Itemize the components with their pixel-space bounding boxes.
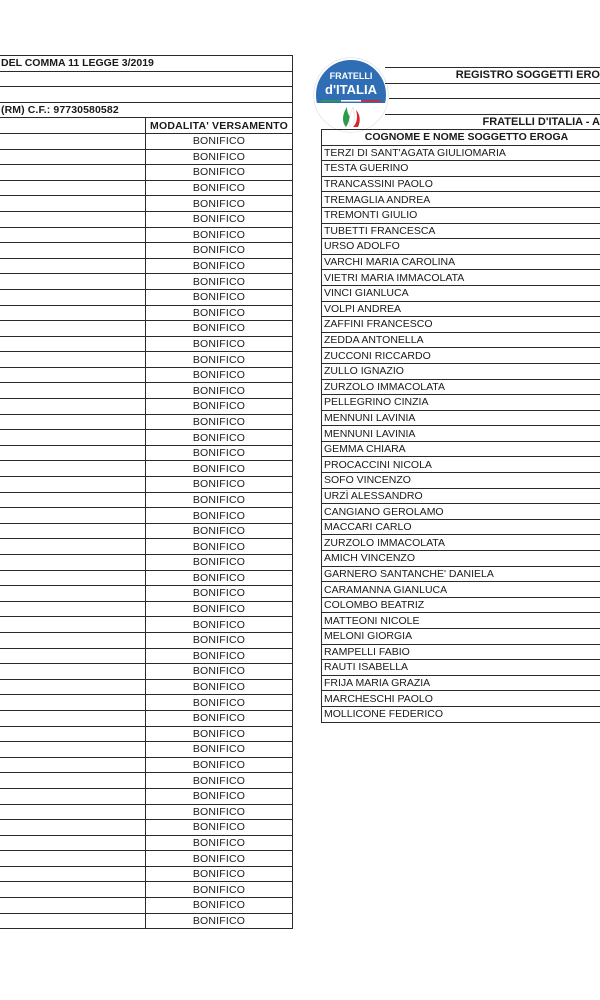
left-table-row [0,539,293,555]
left-blank-row [0,71,293,87]
donor-row [322,395,600,411]
donor-row [322,675,600,691]
fratelli-ditalia-logo [313,57,389,133]
donor-row [322,488,600,504]
donor-name: RAMPELLI FABIO [322,644,600,660]
left-table-row [0,757,293,773]
left-table-row [0,508,293,524]
left-row-payment-method: BONIFICO [146,742,293,758]
left-table-row [0,851,293,867]
left-row-donor-cell [0,866,146,882]
donor-name: MELONI GIORGIA [322,629,600,645]
left-row-payment-method: BONIFICO [146,617,293,633]
left-row-payment-method: BONIFICO [146,461,293,477]
left-table-row [0,570,293,586]
left-table-row [0,149,293,165]
left-row-payment-method: BONIFICO [146,851,293,867]
left-row-payment-method: BONIFICO [146,211,293,227]
donor-name: PROCACCINI NICOLA [322,457,600,473]
left-row-payment-method: BONIFICO [146,477,293,493]
left-table-row [0,617,293,633]
donor-name: RAUTI ISABELLA [322,660,600,676]
left-row-donor-cell [0,632,146,648]
donor-row [322,161,600,177]
left-table-row [0,414,293,430]
donor-row [322,223,600,239]
donor-name: URSO ADOLFO [322,239,600,255]
left-table-row [0,383,293,399]
donor-row [322,332,600,348]
left-title-cell: DEL COMMA 11 LEGGE 3/2019 [0,56,293,72]
logo-text-line1: FRATELLI [329,71,373,81]
left-table-row [0,866,293,882]
left-row-payment-method: BONIFICO [146,757,293,773]
left-row-donor-cell [0,555,146,571]
donor-row [322,660,600,676]
left-table-row [0,695,293,711]
left-row-payment-method: BONIFICO [146,305,293,321]
donor-row [322,629,600,645]
left-row-donor-cell [0,211,146,227]
left-table-row [0,399,293,415]
left-row-donor-cell [0,726,146,742]
donor-name: TREMAGLIA ANDREA [322,192,600,208]
left-row-payment-method: BONIFICO [146,773,293,789]
left-row-donor-cell [0,648,146,664]
left-table-row [0,477,293,493]
donor-row [322,706,600,722]
right-registry-section [310,0,600,1000]
left-row-donor-cell [0,336,146,352]
left-row-donor-cell [0,461,146,477]
left-row-donor-cell [0,305,146,321]
left-row-payment-method: BONIFICO [146,710,293,726]
left-row-payment-method: BONIFICO [146,258,293,274]
left-row-donor-cell [0,601,146,617]
header-rule [385,83,600,84]
left-row-donor-cell [0,274,146,290]
donor-row [322,613,600,629]
left-row-donor-cell [0,289,146,305]
left-table-row [0,835,293,851]
left-table-row [0,180,293,196]
left-row-payment-method: BONIFICO [146,336,293,352]
left-row-donor-cell [0,180,146,196]
donor-row [322,207,600,223]
left-row-donor-cell [0,882,146,898]
party-name-line: FRATELLI D'ITALIA - A [482,116,600,128]
logo-stripe-white [341,100,361,102]
left-row-donor-cell [0,804,146,820]
donor-name: CARAMANNA GIANLUCA [322,582,600,598]
left-row-donor-cell [0,570,146,586]
left-row-donor-cell [0,913,146,929]
donor-name: URZÌ ALESSANDRO [322,488,600,504]
donor-name: TERZI DI SANT'AGATA GIULIOMARIA [322,145,600,161]
donor-name: AMICH VINCENZO [322,551,600,567]
donor-name: ZURZOLO IMMACOLATA [322,379,600,395]
left-table-row [0,492,293,508]
donor-row [322,363,600,379]
donor-row [322,597,600,613]
left-cf-row [0,102,293,118]
donor-row [322,379,600,395]
left-row-payment-method: BONIFICO [146,601,293,617]
left-row-payment-method: BONIFICO [146,695,293,711]
left-row-donor-cell [0,679,146,695]
left-row-donor-cell [0,492,146,508]
donors-table-body [322,130,600,723]
left-table-row [0,601,293,617]
left-row-payment-method: BONIFICO [146,165,293,181]
donor-name: FRIJA MARIA GRAZIA [322,675,600,691]
left-blank-cell [0,71,293,87]
left-row-donor-cell [0,352,146,368]
left-row-donor-cell [0,196,146,212]
donor-name: TESTA GUERINO [322,161,600,177]
left-row-payment-method: BONIFICO [146,492,293,508]
logo-text-line2: d'ITALIA [325,82,377,97]
donor-name: TREMONTI GIULIO [322,207,600,223]
donor-row [322,176,600,192]
left-row-payment-method: BONIFICO [146,352,293,368]
left-row-donor-cell [0,399,146,415]
left-row-donor-cell [0,367,146,383]
donor-name: VIETRI MARIA IMMACOLATA [322,270,600,286]
left-table-row [0,726,293,742]
donor-name: SOFO VINCENZO [322,473,600,489]
left-title-row [0,56,293,72]
left-table-row [0,586,293,602]
left-row-donor-cell [0,383,146,399]
left-row-donor-cell [0,477,146,493]
donor-name: ZULLO IGNAZIO [322,363,600,379]
left-row-donor-cell [0,243,146,259]
left-row-donor-cell [0,773,146,789]
left-row-donor-cell [0,586,146,602]
donor-row [322,504,600,520]
left-table-row [0,196,293,212]
donor-row [322,410,600,426]
left-row-payment-method: BONIFICO [146,882,293,898]
left-row-payment-method: BONIFICO [146,430,293,446]
left-row-donor-cell [0,695,146,711]
donor-name: TUBETTI FRANCESCA [322,223,600,239]
left-row-payment-method: BONIFICO [146,835,293,851]
donor-row [322,441,600,457]
left-row-payment-method: BONIFICO [146,726,293,742]
left-row-donor-cell [0,617,146,633]
left-row-donor-cell [0,414,146,430]
left-table-row [0,367,293,383]
left-row-payment-method: BONIFICO [146,898,293,914]
left-row-payment-method: BONIFICO [146,149,293,165]
donor-row [322,301,600,317]
left-row-donor-cell [0,788,146,804]
left-table-row [0,165,293,181]
left-table-row [0,321,293,337]
donor-name: VARCHI MARIA CAROLINA [322,254,600,270]
left-row-payment-method: BONIFICO [146,539,293,555]
left-table-row [0,664,293,680]
donor-row [322,519,600,535]
left-table-row [0,461,293,477]
left-row-donor-cell [0,445,146,461]
left-row-payment-method: BONIFICO [146,570,293,586]
donors-header-label: COGNOME E NOME SOGGETTO EROGA [364,131,569,144]
left-cf-cell: (RM) C.F.: 97730580582 [0,102,293,118]
left-row-payment-method: BONIFICO [146,321,293,337]
left-row-payment-method: BONIFICO [146,820,293,836]
left-table-row [0,274,293,290]
left-table-row [0,243,293,259]
donor-row [322,317,600,333]
left-table-row [0,227,293,243]
left-row-payment-method: BONIFICO [146,913,293,929]
left-row-payment-method: BONIFICO [146,289,293,305]
donor-row [322,192,600,208]
registry-title: REGISTRO SOGGETTI ERO [455,69,600,81]
left-donations-table [0,55,293,929]
left-row-donor-cell [0,508,146,524]
left-row-payment-method: BONIFICO [146,367,293,383]
donor-row [322,551,600,567]
donor-row [322,348,600,364]
left-table-row [0,882,293,898]
donor-name: VINCI GIANLUCA [322,285,600,301]
left-blank-row [0,87,293,103]
left-row-payment-method: BONIFICO [146,414,293,430]
left-table-row [0,336,293,352]
left-table-row [0,305,293,321]
donor-row [322,254,600,270]
left-row-donor-cell [0,227,146,243]
logo-stripe-green [321,100,341,102]
left-row-donor-cell [0,523,146,539]
left-row-payment-method: BONIFICO [146,133,293,149]
donor-name: MOLLICONE FEDERICO [322,706,600,722]
left-row-payment-method: BONIFICO [146,196,293,212]
left-table-row [0,679,293,695]
left-blank-cell [0,87,293,103]
left-row-donor-cell [0,851,146,867]
donor-name: ZEDDA ANTONELLA [322,332,600,348]
left-row-donor-cell [0,820,146,836]
left-row-payment-method: BONIFICO [146,227,293,243]
left-table-row [0,133,293,149]
left-row-payment-method: BONIFICO [146,445,293,461]
donor-name: ZURZOLO IMMACOLATA [322,535,600,551]
donor-row [322,535,600,551]
left-header-row [0,118,293,134]
donor-row [322,457,600,473]
donor-row [322,239,600,255]
left-row-payment-method: BONIFICO [146,648,293,664]
left-row-payment-method: BONIFICO [146,679,293,695]
donor-name: ZAFFINI FRANCESCO [322,317,600,333]
donor-row [322,566,600,582]
left-row-payment-method: BONIFICO [146,586,293,602]
left-table-row [0,445,293,461]
donor-name: CANGIANO GEROLAMO [322,504,600,520]
donor-name: GEMMA CHIARA [322,441,600,457]
left-table-row [0,804,293,820]
donor-row [322,644,600,660]
left-table-row [0,211,293,227]
left-row-payment-method: BONIFICO [146,383,293,399]
left-row-donor-cell [0,835,146,851]
donor-name: ZUCCONI RICCARDO [322,348,600,364]
logo-stripe-red [361,100,381,102]
donor-row [322,582,600,598]
left-table-row [0,820,293,836]
left-row-payment-method: BONIFICO [146,243,293,259]
left-row-donor-cell [0,258,146,274]
left-table-row [0,773,293,789]
left-row-donor-cell [0,710,146,726]
left-row-payment-method: BONIFICO [146,788,293,804]
left-row-donor-cell [0,321,146,337]
left-table-row [0,710,293,726]
left-row-payment-method: BONIFICO [146,274,293,290]
left-row-payment-method: BONIFICO [146,632,293,648]
left-row-payment-method: BONIFICO [146,180,293,196]
left-table-row [0,430,293,446]
donor-row [322,145,600,161]
donor-name: TRANCASSINI PAOLO [322,176,600,192]
left-table-row [0,898,293,914]
donor-row [322,270,600,286]
donors-header-cognome-nome [322,130,600,146]
left-header-col-a [0,118,146,134]
header-rule [389,98,600,99]
left-row-payment-method: BONIFICO [146,804,293,820]
donor-name: PELLEGRINO CINZIA [322,395,600,411]
left-table-row [0,632,293,648]
left-row-donor-cell [0,898,146,914]
left-table-row [0,555,293,571]
left-table-row [0,289,293,305]
left-table-body [0,56,293,929]
left-row-donor-cell [0,149,146,165]
left-row-payment-method: BONIFICO [146,523,293,539]
donors-names-table [321,129,600,723]
left-row-donor-cell [0,757,146,773]
donor-row [322,426,600,442]
left-row-donor-cell [0,165,146,181]
donor-row [322,285,600,301]
left-row-donor-cell [0,742,146,758]
left-table-row [0,648,293,664]
left-header-modalita-versamento: MODALITA' VERSAMENTO [146,118,293,134]
donor-name: MARCHESCHI PAOLO [322,691,600,707]
donor-name: MATTEONI NICOLE [322,613,600,629]
donor-row [322,473,600,489]
left-row-donor-cell [0,664,146,680]
left-row-payment-method: BONIFICO [146,399,293,415]
left-table-row [0,742,293,758]
donor-name: VOLPI ANDREA [322,301,600,317]
donors-header-row [322,130,600,146]
left-table-row [0,788,293,804]
donor-name: COLOMBO BEATRIZ [322,597,600,613]
donor-name: MACCARI CARLO [322,519,600,535]
donor-name: MENNUNI LAVINIA [322,426,600,442]
left-row-donor-cell [0,539,146,555]
left-row-donor-cell [0,133,146,149]
left-table-row [0,258,293,274]
left-table-row [0,352,293,368]
left-row-payment-method: BONIFICO [146,664,293,680]
left-row-payment-method: BONIFICO [146,866,293,882]
left-row-donor-cell [0,430,146,446]
left-row-payment-method: BONIFICO [146,555,293,571]
donor-name: GARNERO SANTANCHE' DANIELA [322,566,600,582]
donor-row [322,691,600,707]
left-table-row [0,913,293,929]
donor-name: MENNUNI LAVINIA [322,410,600,426]
left-table-row [0,523,293,539]
left-row-payment-method: BONIFICO [146,508,293,524]
